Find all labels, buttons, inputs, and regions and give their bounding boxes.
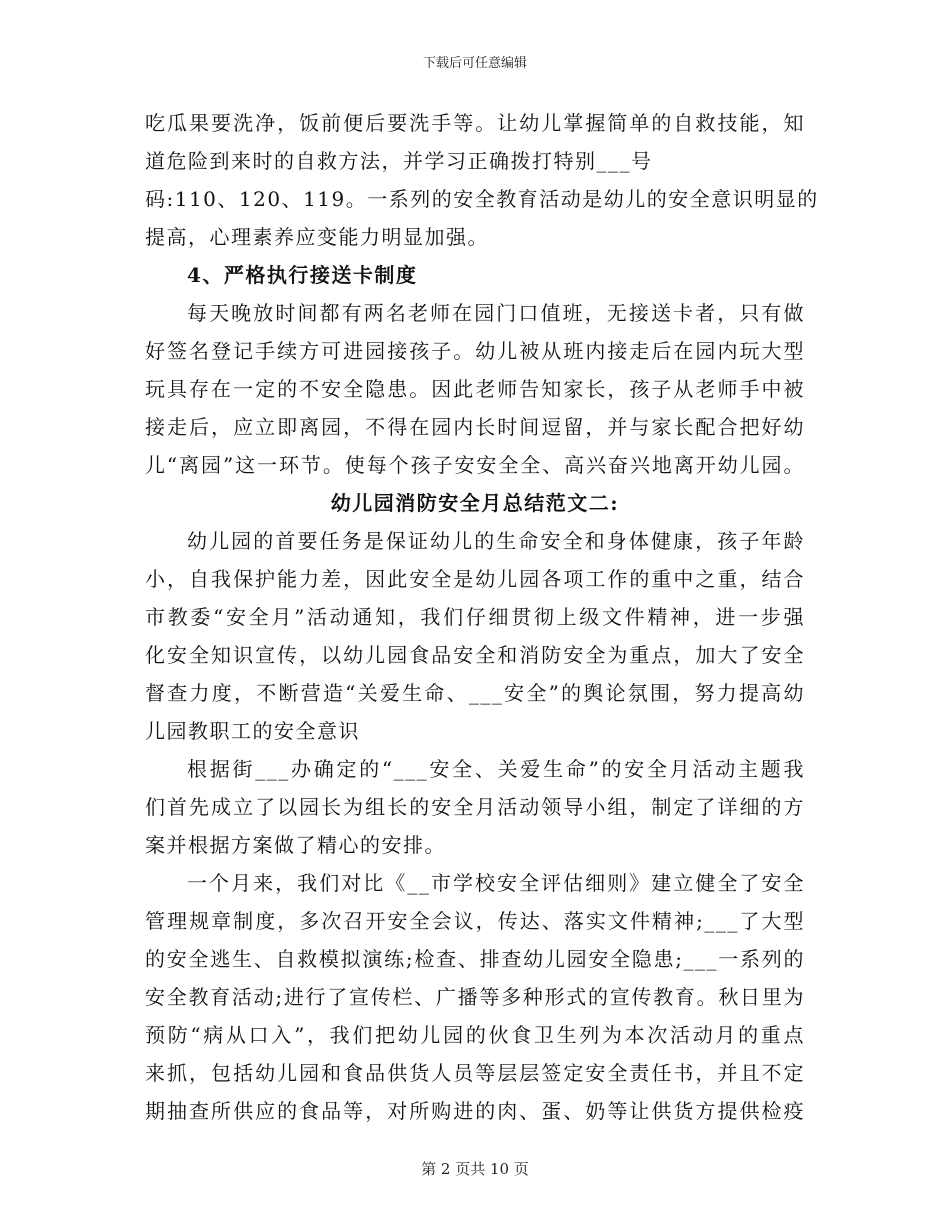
page-footer: 第 2 页共 10 页 bbox=[421, 1160, 529, 1178]
text-line: 一个月来，我们对比《__市学校安全评估细则》建立健全了安全 bbox=[187, 871, 805, 895]
section-heading: 4、严格执行接送卡制度 bbox=[187, 263, 418, 287]
text-line: 道危险到来时的自救方法，并学习正确拨打特别___号 bbox=[145, 149, 653, 173]
text-line: 幼儿园的首要任务是保证幼儿的生命安全和身体健康，孩子年龄 bbox=[187, 529, 805, 553]
text-line: 小，自我保护能力差，因此安全是幼儿园各项工作的重中之重，结合 bbox=[145, 567, 805, 591]
text-line: 玩具存在一定的不安全隐患。因此老师告知家长，孩子从老师手中被 bbox=[145, 377, 805, 401]
text-line: 好签名登记手续方可进园接孩子。幼儿被从班内接走后在园内玩大型 bbox=[145, 339, 805, 363]
text-line: 提高，心理素养应变能力明显加强。 bbox=[145, 225, 489, 249]
text-line: 儿园教职工的安全意识 bbox=[145, 719, 360, 743]
text-line: 来抓，包括幼儿园和食品供货人员等层层签定安全责任书，并且不定 bbox=[145, 1061, 805, 1085]
text-line: 督查力度，不断营造“关爱生命、___安全”的舆论氛围，努力提高幼 bbox=[145, 681, 805, 705]
text-line: 期抽查所供应的食品等，对所购进的肉、蛋、奶等让供货方提供检疫 bbox=[145, 1099, 805, 1123]
document-body bbox=[145, 104, 819, 1130]
article-title: 幼儿园消防安全月总结范文二: bbox=[330, 491, 620, 515]
text-line: 接走后，应立即离园，不得在园内长时间逗留，并与家长配合把好幼 bbox=[145, 415, 805, 439]
text-line: 根据街___办确定的“___安全、关爱生命”的安全月活动主题我 bbox=[187, 757, 805, 781]
text-line: 码:110、120、119。一系列的安全教育活动是幼儿的安全意识明显的 bbox=[145, 187, 819, 211]
text-line: 儿“离园”这一环节。使每个孩子安安全全、高兴奋兴地离开幼儿园。 bbox=[145, 453, 805, 477]
text-line: 安全教育活动;进行了宣传栏、广播等多种形式的宣传教育。秋日里为 bbox=[145, 985, 805, 1009]
page-header: 下载后可任意编辑 bbox=[422, 56, 527, 71]
text-line: 们首先成立了以园长为组长的安全月活动领导小组，制定了详细的方 bbox=[145, 795, 805, 819]
text-line: 案并根据方案做了精心的安排。 bbox=[145, 833, 446, 857]
text-line: 每天晚放时间都有两名老师在园门口值班，无接送卡者，只有做 bbox=[187, 301, 805, 325]
text-line: 管理规章制度，多次召开安全会议，传达、落实文件精神;___了大型 bbox=[145, 909, 805, 933]
text-line: 预防“病从口入”，我们把幼儿园的伙食卫生列为本次活动月的重点 bbox=[145, 1023, 805, 1047]
text-line: 化安全知识宣传，以幼儿园食品安全和消防安全为重点，加大了安全 bbox=[145, 643, 805, 667]
text-line: 吃瓜果要洗净，饭前便后要洗手等。让幼儿掌握简单的自救技能，知 bbox=[145, 111, 805, 135]
text-line: 市教委“安全月”活动通知，我们仔细贯彻上级文件精神，进一步强 bbox=[145, 605, 805, 629]
text-line: 的安全逃生、自救模拟演练;检查、排查幼儿园安全隐患;___一系列的 bbox=[145, 947, 805, 971]
